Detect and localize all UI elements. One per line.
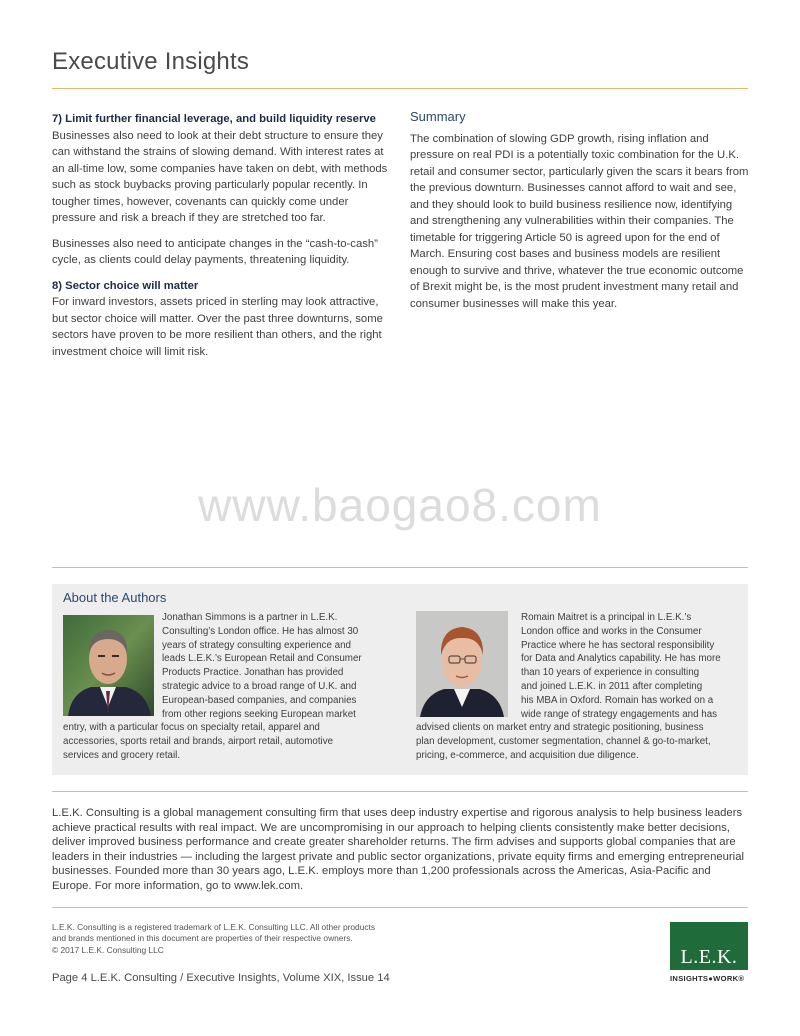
author-2-bio-line: advised clients on market entry and strategic positioning, business <box>416 722 704 733</box>
author-1-bio-line: accessories, sports retail and brands, airport retail, automotive <box>63 735 334 747</box>
author-photo-jonathan-simmons <box>63 615 154 716</box>
section-7-paragraph-2: Businesses also need to anticipate changes in the “cash-to-cash” cycle, as clients could delay payments, threatening liquidity. <box>52 237 378 266</box>
summary-paragraph: The combination of slowing GDP growth, rising inflation and pressure on real PDI is a potentially toxic combination for the U.K. retail and consumer sector, particularly given the scars it bears from the previous downturn. Businesses cannot afford to wait and see, and they should look to build business resilience now, identifying and strengthening any vulnerabilities within their companies. The timetable for triggering Article 50 is agreed upon for the end of March. Ensuring cost bases and business models are resilient enough to survive and thrive, whatever the true economic outcome of Brexit might be, is the most prudent investment many retail and consumer businesses will make this year. <box>410 132 749 310</box>
right-column <box>410 109 750 312</box>
author-1-bio-line: European-based companies, and companies <box>162 694 357 706</box>
author-1-bio-line: strategic advice to a broad range of U.K. and <box>162 680 357 692</box>
divider-about-top <box>52 791 748 792</box>
divider-authors-top <box>52 567 748 568</box>
authors-box <box>52 584 748 775</box>
page-title: Executive Insights <box>52 48 250 75</box>
author-1-bio-wrap <box>162 611 382 721</box>
author-2-bio-line: his MBA in Oxford. Romain has worked on a <box>521 694 714 706</box>
author-1-bio-line: Jonathan Simmons is a partner in L.E.K. <box>162 612 338 623</box>
section-7-paragraph-1: Businesses also need to look at their debt structure to ensure they can withstand the strains of slowing demand. With interest rates at an all-time low, some companies have taken on debt, with methods such as stock buybacks proving particularly popular recently. In tougher times, however, covenants can quickly come under pressure and risk a breach if they are stretched too far. <box>52 129 388 224</box>
author-2-bio-line: Practice where he has sectoral responsibility <box>521 639 715 651</box>
watermark: www.baogao8.com <box>198 479 602 531</box>
legal-line: and brands mentioned in this document are properties of their respective owners. <box>52 933 353 944</box>
legal-notice <box>52 922 452 956</box>
section-8-paragraph-1: For inward investors, assets priced in sterling may look attractive, but sector choice will matter. Over the past three downturns, some sectors have proven to be more resilient than others, and the right investment choice will limit risk. <box>52 296 383 358</box>
author-2-bio-line: pricing, e-commerce, and acquisition due diligence. <box>416 749 639 761</box>
author-2-bio-line: wide range of strategy engagements and has <box>521 708 718 720</box>
summary-heading: Summary <box>410 109 466 124</box>
author-1-bio-line: from other regions seeking European market <box>162 708 356 720</box>
author-2-bio-line: plan development, customer segmentation, channel & go-to-market, <box>416 735 711 747</box>
author-2-bio-line: than 10 years of experience in consulting <box>521 667 700 679</box>
author-2-bio-line: London office and works in the Consumer <box>521 625 702 637</box>
author-1-bio-line: years of strategy consulting experience and <box>162 639 351 651</box>
page-footer: Page 4 L.E.K. Consulting / Executive Insights, Volume XIX, Issue 14 <box>52 972 390 984</box>
logo-tagline <box>670 974 748 983</box>
author-photo-romain-maitret <box>416 611 508 717</box>
logo-trademark: ® <box>738 974 745 983</box>
author-2-bio-line: and joined L.E.K. in 2011 after completing <box>521 680 703 692</box>
about-lek-paragraph: L.E.K. Consulting is a global management consulting firm that uses deep industry expertise and rigorous analysis to help business leaders achieve practical results with real impact. We are uncompromising in our approach to helping clients consistently make better decisions, deliver improved business performance and create greater shareholder returns. The firm advises and supports global companies that are leaders in their industries — including the largest private and public sector organizations, private equity firms and emerging entrepreneurial businesses. Founded more than 30 years ago, L.E.K. employs more than 1,200 professionals across the Americas, Asia-Pacific and Europe. For more information, go to www.lek.com. <box>52 807 744 892</box>
author-1-bio-line: services and grocery retail. <box>63 749 181 761</box>
author-2-bio-line: for Data and Analytics capability. He has more <box>521 653 721 665</box>
logo-mark: L.E.K. <box>680 946 738 968</box>
author-2-bio-line: Romain Maitret is a principal in L.E.K.’s <box>521 612 692 623</box>
author-1-bio-full <box>63 721 393 762</box>
divider-legal-top <box>52 907 748 908</box>
legal-line: L.E.K. Consulting is a registered trademark of L.E.K. Consulting LLC. All other products <box>52 922 376 932</box>
author-1-bio-line: Consulting’s London office. He has almost 30 <box>162 625 359 637</box>
author-1-bio-line: Products Practice. Jonathan has provided <box>162 667 344 679</box>
left-column <box>52 111 392 369</box>
section-heading-8: 8) Sector choice will matter <box>52 279 199 292</box>
authors-heading: About the Authors <box>63 590 167 605</box>
author-1-bio-line: entry, with a particular focus on specialty retail, apparel and <box>63 722 320 733</box>
author-2-bio-wrap <box>521 611 746 721</box>
header-divider <box>52 88 748 89</box>
section-heading-7: 7) Limit further financial leverage, and build liquidity reserve <box>52 113 376 125</box>
logo-tagline-text: INSIGHTS●WORK <box>670 974 739 983</box>
lek-logo <box>670 922 748 982</box>
copyright-line: © 2017 L.E.K. Consulting LLC <box>52 944 164 955</box>
author-2-bio-full <box>416 721 746 762</box>
author-1-bio-line: leads L.E.K.’s European Retail and Consumer <box>162 653 362 665</box>
